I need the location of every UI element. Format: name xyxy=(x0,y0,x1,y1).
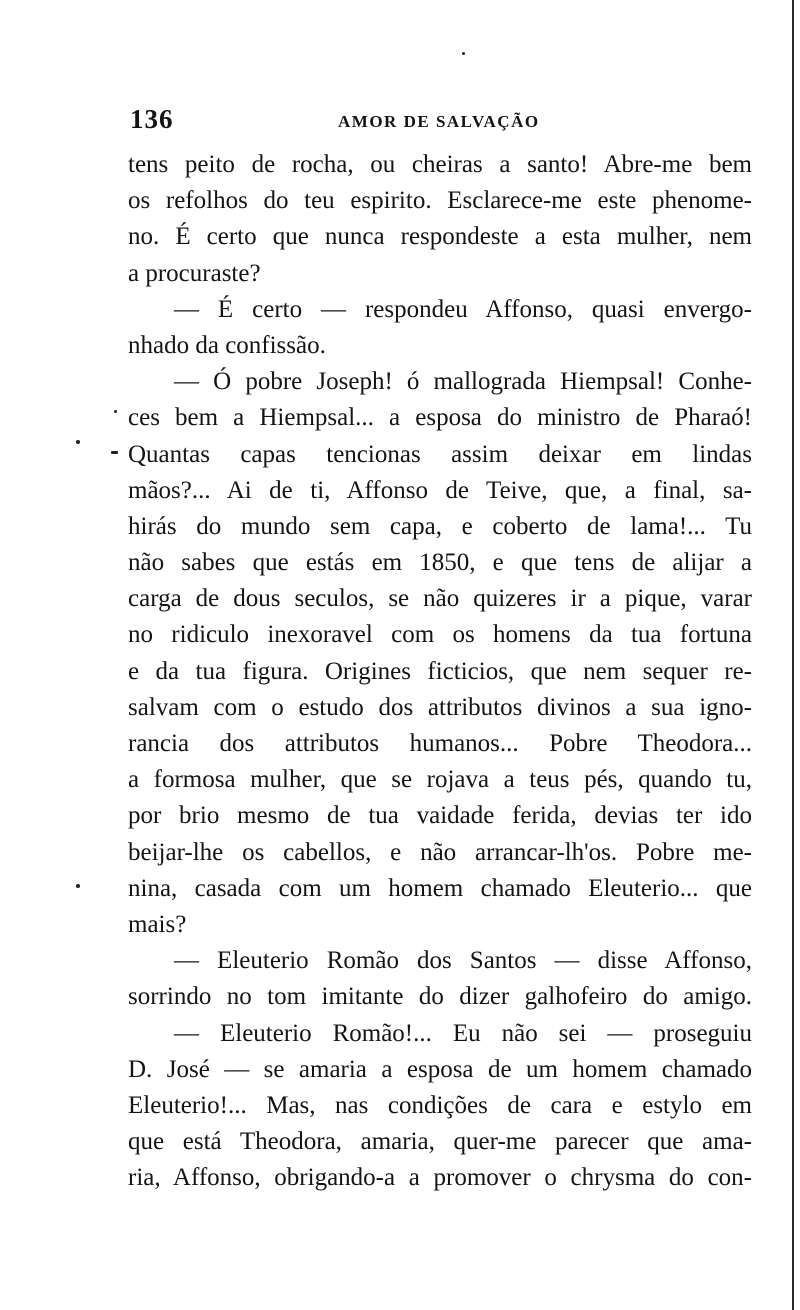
running-title: AMOR DE SALVAÇÃO xyxy=(338,112,540,131)
text-line: Quantas capas tencionas assim deixar em lindas xyxy=(128,440,752,468)
text-line: ces bem a Hiempsal... a esposa do ministro de Pharaó! xyxy=(128,404,752,432)
text-line: — É certo — respondeu Affonso, quasi envergo- xyxy=(174,295,752,323)
text-line: D. José — se amaria a esposa de um homem chamado xyxy=(128,1055,752,1083)
text-line: a formosa mulher, que se rojava a teus pés, quando tu, xyxy=(128,766,752,794)
text-line: mãos?... Ai de ti, Affonso de Teive, que, a final, sa- xyxy=(128,476,752,504)
page-edge-shadow xyxy=(792,0,794,1310)
text-line: no. É certo que nunca respondeste a esta mulher, nem xyxy=(128,223,752,251)
text-line: carga de dous seculos, se não quizeres ir a pique, varar xyxy=(128,585,752,613)
page-number: 136 xyxy=(130,104,174,134)
text-line: Eleuterio!... Mas, nas condições de cara e estylo em xyxy=(128,1091,752,1119)
text-line: beijar-lhe os cabellos, e não arrancar-lh'os. Pobre me- xyxy=(128,838,752,866)
text-line: no ridiculo inexoravel com os homens da tua fortuna xyxy=(128,621,752,649)
text-line: sorrindo no tom imitante do dizer galhofeiro do amigo. xyxy=(128,983,752,1011)
print-speck xyxy=(114,410,117,413)
print-speck xyxy=(111,451,118,454)
text-line: — Eleuterio Romão!... Eu não sei — proseguiu xyxy=(174,1019,752,1047)
text-line: — Ó pobre Joseph! ó mallograda Hiempsal! Conhe- xyxy=(174,368,752,396)
text-line: hirás do mundo sem capa, e coberto de lama!... Tu xyxy=(128,512,752,540)
text-line: salvam com o estudo dos attributos divinos a sua igno- xyxy=(128,693,752,721)
print-speck xyxy=(462,52,465,55)
text-line: os refolhos do teu espirito. Esclarece-me este phenome- xyxy=(128,187,752,215)
text-line: ria, Affonso, obrigando-a a promover o chrysma do con- xyxy=(128,1164,752,1192)
text-line: por brio mesmo de tua vaidade ferida, devias ter ido xyxy=(128,802,752,830)
text-line: que está Theodora, amaria, quer-me parecer que ama- xyxy=(128,1128,752,1156)
page-header xyxy=(128,104,754,140)
text-line: a procuraste? xyxy=(128,259,261,287)
print-speck xyxy=(76,440,80,444)
text-line: e da tua figura. Origines ficticios, que nem sequer re- xyxy=(128,657,752,685)
text-line: mais? xyxy=(128,910,187,938)
print-speck xyxy=(76,884,80,888)
body-text xyxy=(128,147,752,1196)
text-line: rancia dos attributos humanos... Pobre Theodora... xyxy=(128,730,752,757)
text-line: não sabes que estás em 1850, e que tens de alijar a xyxy=(128,549,752,577)
text-line: nina, casada com um homem chamado Eleuterio... que xyxy=(128,874,752,902)
text-line: nhado da confissão. xyxy=(128,331,326,359)
text-line: tens peito de rocha, ou cheiras a santo! Abre-me bem xyxy=(128,151,752,178)
text-line: — Eleuterio Romão dos Santos — disse Affonso, xyxy=(174,947,752,975)
